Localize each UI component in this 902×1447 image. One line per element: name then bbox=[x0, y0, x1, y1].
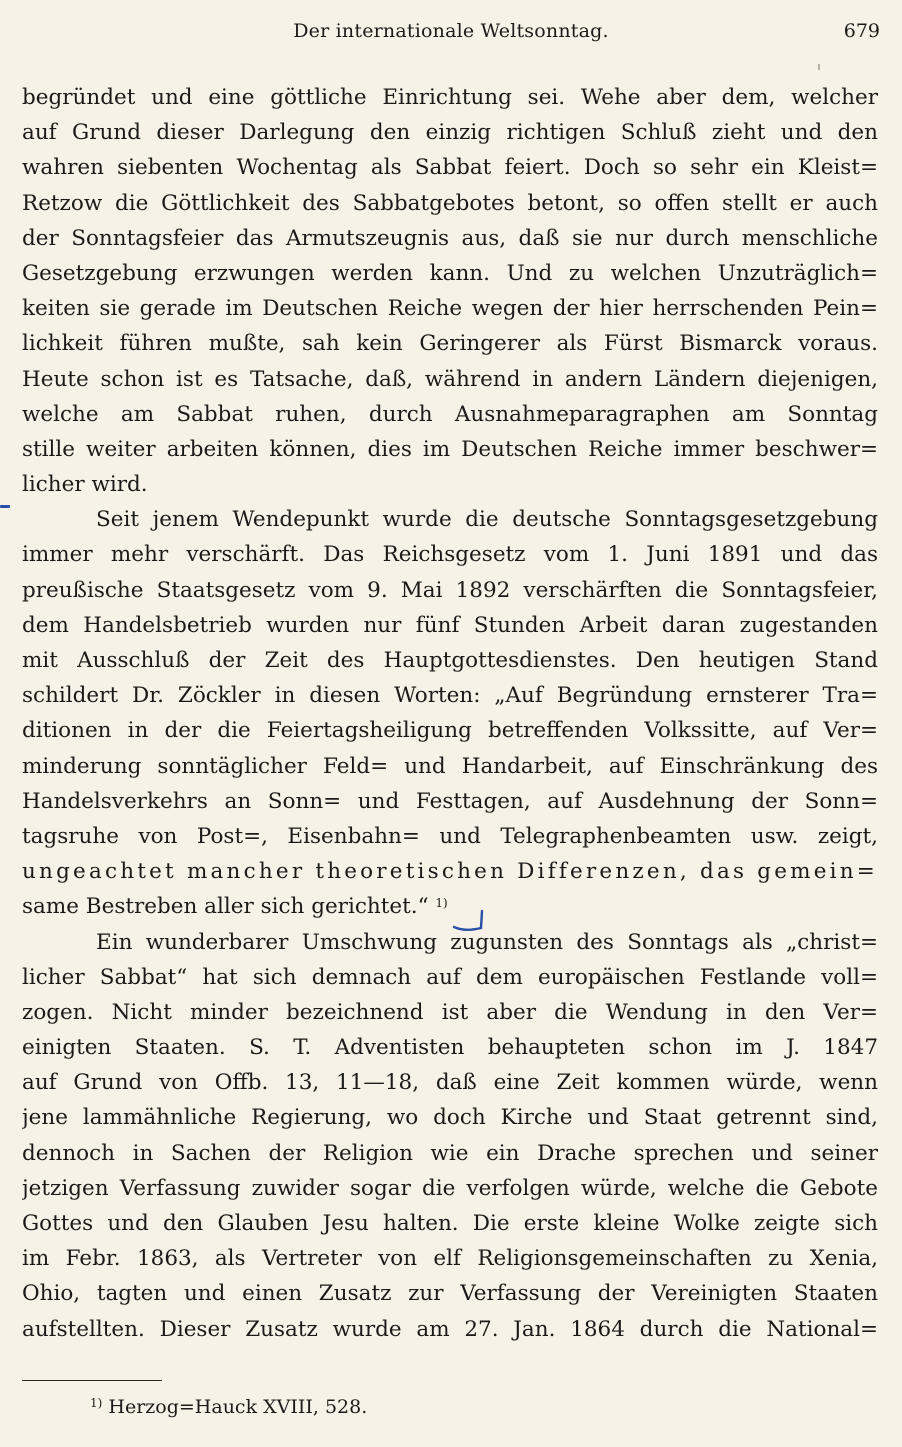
footnote-marker: 1) bbox=[90, 1396, 103, 1410]
text-line: tagsruhe von Post=, Eisenbahn= und Telegraphenbeamten usw. zeigt, bbox=[22, 823, 878, 849]
text-line: dem Handelsbetrieb wurden nur fünf Stunden Arbeit daran zugestanden bbox=[22, 612, 878, 638]
text-line: mit Ausschluß der Zeit des Hauptgottesdienstes. Den heutigen Stand bbox=[22, 648, 878, 673]
text-line: Handelsverkehrs an Sonn= und Festtagen, auf Ausdehnung der Sonn= bbox=[22, 788, 878, 814]
text-line: immer mehr verschärft. Das Reichsgesetz vom 1. Juni 1891 und das bbox=[22, 542, 878, 568]
footnote-text: Herzog=Hauck XVIII, 528. bbox=[108, 1396, 368, 1418]
text-line: begründet und eine göttliche Einrichtung sei. Wehe aber dem, welcher bbox=[22, 85, 878, 110]
text-line: stille weiter arbeiten können, dies im Deutschen Reiche immer beschwer= bbox=[22, 436, 878, 462]
text-line: dennoch in Sachen der Religion wie ein Drache sprechen und seiner bbox=[22, 1140, 878, 1166]
text-line: auf Grund von Offb. 13, 11—18, daß eine Zeit kommen würde, wenn bbox=[22, 1070, 878, 1096]
footnote-reference[interactable]: 1) bbox=[435, 896, 448, 911]
text-line: minderung sonntäglicher Feld= und Handarbeit, auf Einschränkung des bbox=[22, 753, 878, 779]
text-line-with-footnote-ref bbox=[22, 889, 878, 924]
text-line: Retzow die Göttlichkeit des Sabbatgebotes betont, so offen stellt er auch bbox=[22, 190, 878, 216]
text-line: schildert Dr. Zöckler in diesen Worten: „Auf Begründung ernsterer Tra= bbox=[22, 683, 878, 709]
text-line: Gottes und den Glauben Jesu halten. Die erste kleine Wolke zeigte sich bbox=[22, 1211, 878, 1236]
text-line: welche am Sabbat ruhen, durch Ausnahmeparagraphen am Sonntag bbox=[22, 401, 878, 427]
text-line: lichkeit führen mußte, sah kein Geringerer als Fürst Bismarck voraus. bbox=[22, 331, 878, 357]
text-line: wahren siebenten Wochentag als Sabbat feiert. Doch so sehr ein Kleist= bbox=[22, 155, 878, 181]
paper-speck bbox=[818, 64, 820, 70]
text-line: auf Grund dieser Darlegung den einzig richtigen Schluß zieht und den bbox=[22, 120, 878, 146]
text-line: einigten Staaten. S. T. Adventisten behaupteten schon im J. 1847 bbox=[22, 1035, 878, 1061]
footnote-rule bbox=[22, 1380, 162, 1381]
page-number: 679 bbox=[843, 20, 880, 42]
text-line: im Febr. 1863, als Vertreter von elf Religionsgemeinschaften zu Xenia, bbox=[22, 1246, 878, 1272]
text-line: ditionen in der die Feiertagsheiligung betreffenden Volkssitte, auf Ver= bbox=[22, 718, 878, 744]
running-title: Der internationale Weltsonntag. bbox=[293, 20, 609, 42]
text-line: aufstellten. Dieser Zusatz wurde am 27. Jan. 1864 durch die National= bbox=[22, 1316, 878, 1342]
running-header bbox=[22, 20, 880, 46]
pen-bracket-mark bbox=[451, 903, 491, 933]
margin-pen-mark bbox=[0, 505, 10, 508]
text-line: Gesetzgebung erzwungen werden kann. Und zu welchen Unzuträglich= bbox=[22, 260, 878, 286]
text-span: same Bestreben aller sich gerichtet.“ bbox=[22, 894, 429, 920]
text-line: licher wird. bbox=[22, 472, 148, 498]
text-line: Seit jenem Wendepunkt wurde die deutsche Sonntagsgesetzgebung bbox=[96, 507, 878, 533]
body-text bbox=[22, 80, 878, 1347]
text-line: ungeachtet mancher theoretischen Differenzen, das gemein= bbox=[22, 859, 878, 885]
text-line: der Sonntagsfeier das Armutszeugnis aus, daß sie nur durch menschliche bbox=[22, 225, 878, 251]
text-line: keiten sie gerade im Deutschen Reiche wegen der hier herrschenden Pein= bbox=[22, 296, 878, 322]
text-line: jetzigen Verfassung zuwider sogar die verfolgen würde, welche die Gebote bbox=[22, 1175, 878, 1201]
text-line: jene lammähnliche Regierung, wo doch Kirche und Staat getrennt sind, bbox=[22, 1105, 878, 1131]
text-line: preußische Staatsgesetz vom 9. Mai 1892 verschärften die Sonntagsfeier, bbox=[22, 577, 878, 603]
text-line: Heute schon ist es Tatsache, daß, während in andern Ländern diejenigen, bbox=[22, 366, 878, 392]
text-line: Ohio, tagten und einen Zusatz zur Verfassung der Vereinigten Staaten bbox=[22, 1281, 878, 1307]
text-line: zogen. Nicht minder bezeichnend ist aber die Wendung in den Ver= bbox=[22, 999, 878, 1025]
text-line: licher Sabbat“ hat sich demnach auf dem europäischen Festlande voll= bbox=[22, 964, 878, 990]
footnote bbox=[90, 1396, 367, 1418]
text-line: Ein wunderbarer Umschwung zugunsten des Sonntags als „christ= bbox=[96, 929, 878, 955]
